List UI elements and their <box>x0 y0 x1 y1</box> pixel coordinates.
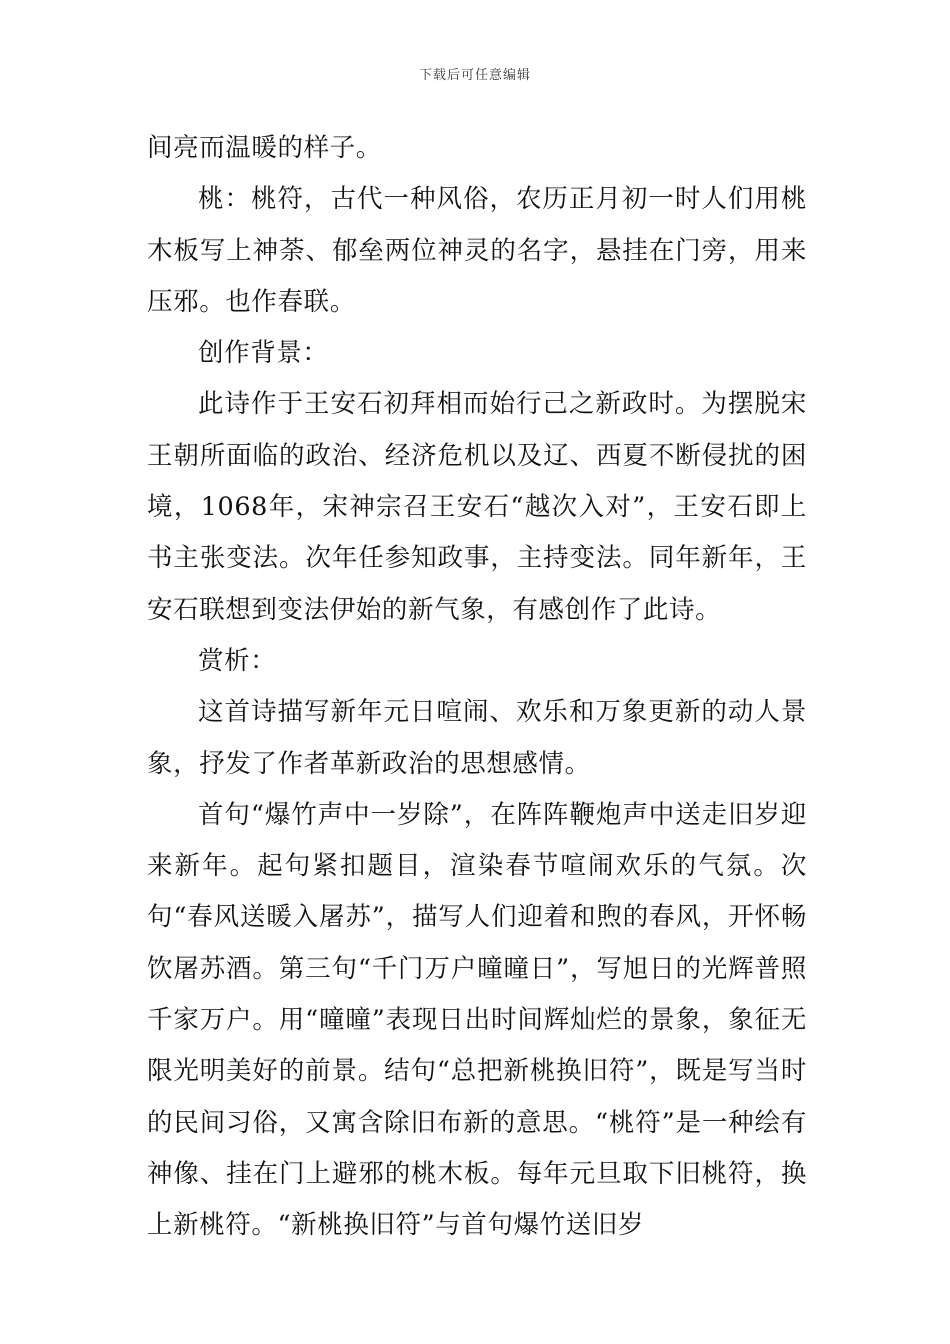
page-header-note: 下载后可任意编辑 <box>418 68 531 83</box>
paragraph-background: 此诗作于王安石初拜相而始行己之新政时。为摆脱宋王朝所面临的政治、经济危机以及辽、西夏不断侵扰的困境，1068年，宋神宗召王安石“越次入对”，王安石即上书主张变法。次年任参知政事，主持变法。同年新年，王安石联想到变法伊始的新气象，有感创作了此诗。 <box>147 389 807 625</box>
paragraph-summary: 这首诗描写新年元日喧闹、欢乐和万象更新的动人景象，抒发了作者革新政治的思想感情。 <box>147 697 807 779</box>
paragraph-analysis: 首句“爆竹声中一岁除”，在阵阵鞭炮声中送走旧岁迎来新年。起句紧扣题目，渲染春节喧闹欢乐的气氛。次句“春风送暖入屠苏”，描写人们迎着和煦的春风，开怀畅饮屠苏酒。第三句“千门万户曈曈日”，写旭日的光辉普照千家万户。用“曈曈”表现日出时间辉灿烂的景象，象征无限光明美好的前景。结句“总把新桃换旧符”，既是写当时的民间习俗，又寓含除旧布新的意思。“桃符”是一种绘有神像、挂在门上避邪的桃木板。每年元旦取下旧桃符，换上新桃符。“新桃换旧符”与首句爆竹送旧岁 <box>147 799 807 1241</box>
heading-appreciation: 赏析： <box>198 645 277 676</box>
heading-background: 创作背景： <box>198 338 329 369</box>
paragraph-taofu-note: 桃：桃符，古代一种风俗，农历正月初一时人们用桃木板写上神荼、郁垒两位神灵的名字，悬挂在门旁，用来压邪。也作春联。 <box>147 184 807 317</box>
paragraph-continuation: 间亮而温暖的样子。 <box>147 133 382 163</box>
document-body <box>147 123 807 1252</box>
